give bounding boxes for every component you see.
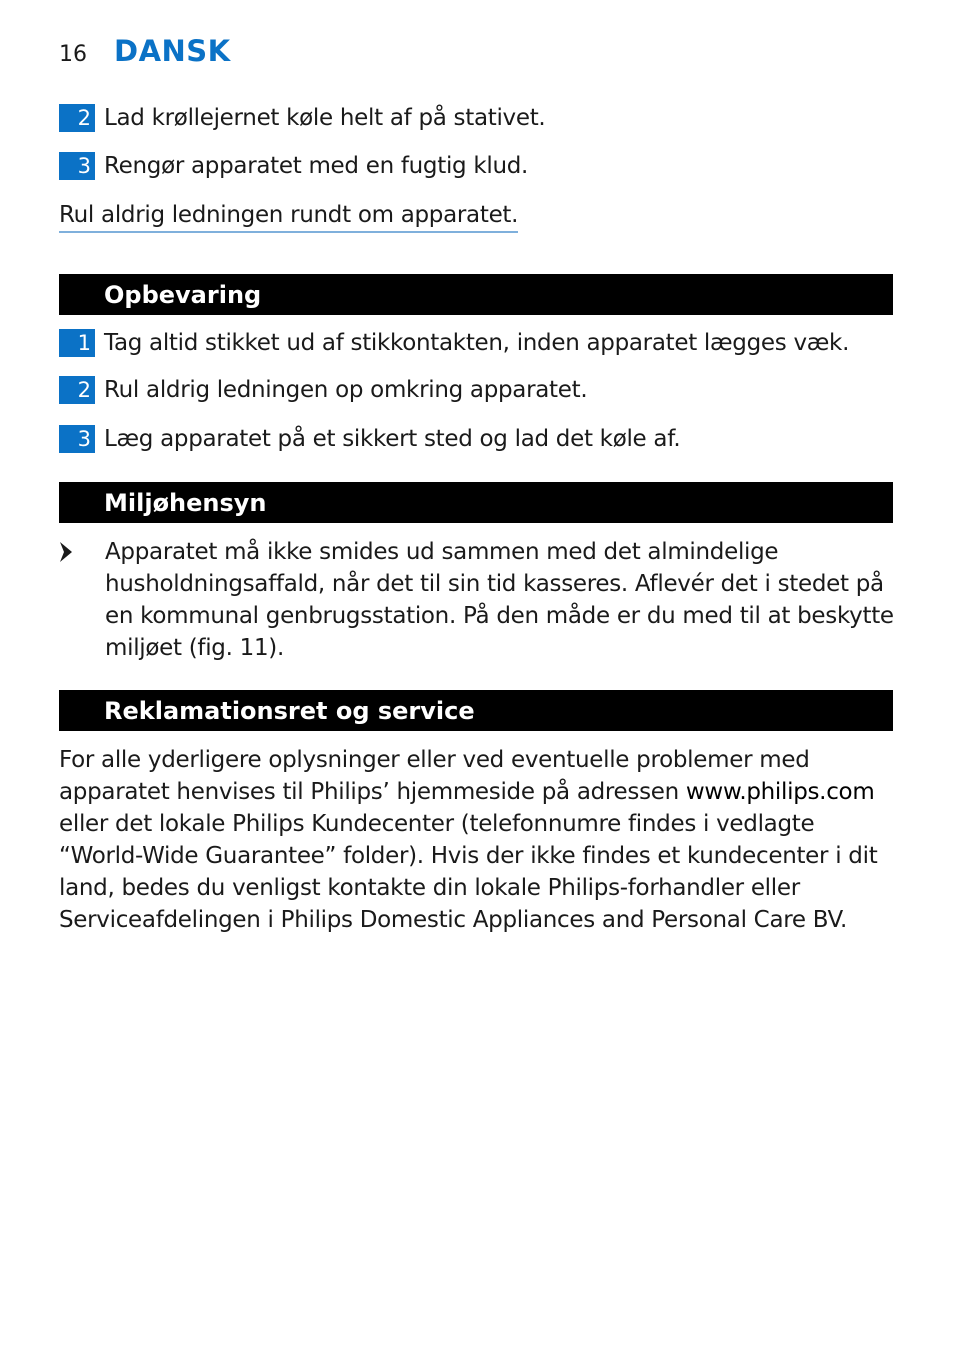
step-number-badge: 3 xyxy=(59,425,95,453)
philips-website-link[interactable]: www.philips.com xyxy=(685,779,875,805)
storage-step xyxy=(59,376,587,408)
triangle-bullet-icon xyxy=(59,536,105,664)
section-heading-storage: Opbevaring xyxy=(59,274,893,315)
service-text-part1: For alle yderligere oplysninger eller ved eventuelle problemer med apparatet henvises til Philips’ hjemmeside på adressen xyxy=(59,747,810,805)
step-text: Læg apparatet på et sikkert sted og lad det køle af. xyxy=(104,426,681,452)
environment-text: Apparatet må ikke smides ud sammen med det almindelige husholdningsaffald, når det til sin tid kasseres. Aflevér det i stedet på en kommunal genbrugsstation. På den måde er du med til at beskytte miljøet (fig. 11). xyxy=(105,539,894,661)
storage-step xyxy=(59,329,849,361)
step-text: Lad krøllejernet køle helt af på stativet. xyxy=(104,105,546,131)
cleaning-step xyxy=(59,152,528,184)
step-text: Rengør apparatet med en fugtig klud. xyxy=(104,153,529,179)
page-number: 16 xyxy=(59,42,87,67)
step-number-badge: 3 xyxy=(59,152,95,180)
section-heading-environment: Miljøhensyn xyxy=(59,482,893,523)
cleaning-step xyxy=(59,104,545,136)
section-heading-service: Reklamationsret og service xyxy=(59,690,893,731)
step-number-badge: 2 xyxy=(59,376,95,404)
cleaning-note: Rul aldrig ledningen rundt om apparatet. xyxy=(59,200,518,233)
step-number-badge: 1 xyxy=(59,329,95,357)
page-header xyxy=(59,34,231,74)
step-text: Rul aldrig ledningen op omkring apparatet. xyxy=(104,377,588,403)
service-text-part2: eller det lokale Philips Kundecenter (telefonnumre findes i vedlagte “World-Wide Guarantee” folder). Hvis der ikke findes et kundecenter i dit land, bedes du venligst kontakte din lokale Philips-forhandler eller Serviceafdelingen i Philips Domestic Appliances and Personal Care BV. xyxy=(59,811,878,933)
service-paragraph xyxy=(59,744,879,936)
language-title: DANSK xyxy=(114,34,231,68)
step-text: Tag altid stikket ud af stikkontakten, inden apparatet lægges væk. xyxy=(104,330,850,356)
storage-step xyxy=(59,425,680,457)
step-number-badge: 2 xyxy=(59,104,95,132)
environment-bullet xyxy=(59,536,899,664)
